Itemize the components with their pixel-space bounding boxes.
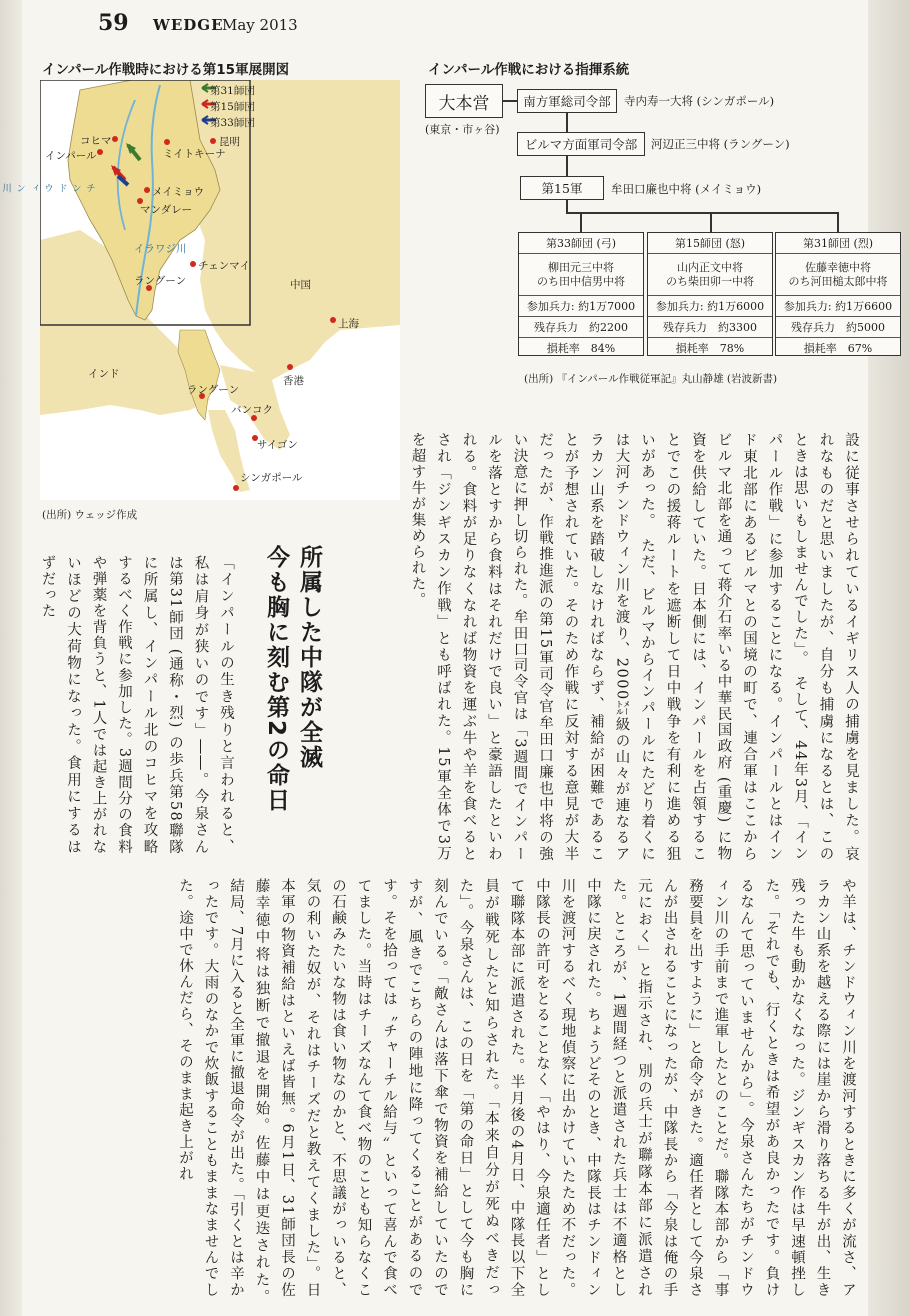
- division-name: 第15師団 (怒): [648, 233, 772, 254]
- army15-box: 第15軍: [520, 176, 604, 200]
- label-kunming: 昆明: [219, 136, 240, 148]
- hq-box: 大本営: [425, 84, 503, 118]
- army15-commander: 牟田口廉也中将 (メイミョウ): [611, 182, 762, 196]
- label-rangoon: ラングーン: [187, 384, 240, 396]
- division-troops: 参加兵力: 約1万6000: [648, 296, 772, 317]
- division-remaining: 残存兵力 約3300: [648, 317, 772, 338]
- label-saigon: サイゴン: [257, 439, 298, 451]
- map-source: (出所) ウェッジ作成: [42, 509, 138, 521]
- burma-commander: 河辺正三中将 (ラングーン): [651, 137, 790, 151]
- label-shanghai: 上海: [338, 318, 359, 330]
- division-commander: 佐藤幸徳中将: [805, 260, 871, 274]
- map-legend-labels: [210, 83, 255, 131]
- org-source: (出所) 『インパール作戦従軍記』丸山静雄 (岩波新書): [524, 373, 778, 385]
- label-myitkyina: ミイトキーナ: [163, 148, 226, 160]
- division-loss-rate: 損耗率 84%: [546, 342, 616, 355]
- division-loss-rate: 損耗率 78%: [675, 342, 745, 355]
- division-commander-later: のち河田槌太郎中将: [788, 274, 888, 288]
- division-name: 第33師団 (弓): [519, 233, 643, 254]
- southern-army-box: 南方軍総司令部: [517, 89, 617, 113]
- division-name: 第31師団 (烈): [776, 233, 900, 254]
- division-loss-rate: 損耗率 67%: [803, 342, 873, 355]
- issue-date: May 2013: [222, 16, 298, 34]
- southern-commander: 寺内寿一大将 (シンガポール): [624, 94, 775, 108]
- label-singapore: シンガポール: [240, 472, 303, 484]
- org-title: インパール作戦における指揮系統: [428, 62, 630, 78]
- label-mandalay: マンダレー: [140, 204, 193, 216]
- label-chiangmai: チェンマイ: [198, 260, 250, 272]
- division-commander-later: のち柴田卯一中将: [666, 274, 754, 288]
- division-troops: 参加兵力: 約1万7000: [519, 296, 643, 317]
- division-33-box: [518, 232, 644, 356]
- label-rangoon-inset: ラングーン: [134, 275, 187, 287]
- division-remaining: 残存兵力 約2200: [519, 317, 643, 338]
- label-chindwin: チンドウィン川: [0, 183, 95, 193]
- map-title: インパール作戦時における第15軍展開図: [42, 62, 290, 78]
- label-imphal: インパール: [45, 150, 97, 162]
- division-commander: 柳田元三中将: [548, 260, 614, 274]
- legend-label-15: 第15師団: [210, 101, 255, 113]
- label-meiktila: メイミョウ: [152, 186, 205, 198]
- burma-area-army-box: ビルマ方面軍司令部: [517, 132, 645, 156]
- section-heading: 所属した中隊が全滅 今も胸に刻む第2の命日: [263, 545, 322, 814]
- division-31-box: [775, 232, 901, 356]
- hq-location: (東京・市ヶ谷): [425, 123, 500, 136]
- division-15-box: [647, 232, 773, 356]
- legend-label-33: 第33師団: [210, 117, 255, 129]
- article-body-bottom: や羊は、チンドウィン川を渡河するときに多くが流さ、アラカン山系を越える際には崖から滑り落ちる牛が出、生き残った牛も動かなくなった。ジンギスカン作は早速頓挫した。「それでも、行くときは希望があ良かったです。負けるなんて思っていませんから」。今泉さんたちがチンドウィン川の手前まで進軍したとのことだ。聯隊本部から「事務要員を出すように」と命令がきた。適任者として今泉さんが出されることになったが、中隊長から「今泉は俺の手元におく」と指示され、別の兵士が聯隊本部に派遣された。ところが、1週間経つと派遣された兵士は不適格とし中隊に戻された。ちょうどそのとき、中隊長はチンドィン川を渡河するべく現地偵察に出かけていたため不だった。中隊長の許可をとることなく「やはり、今泉適任者」として聯隊本部に派遣された。半月後の4月日、中隊長以下全員が戦死したと知らされた。「本来自分が死ぬべきだった」。今泉さんは、この日を「第の命日」として今も胸に刻んでいる。「敵さんは落下傘で物資を補給していたのですが、風きでこちらの陣地に降ってくることがあるのです。そを拾っては〝チャーチル給与〟といって喜んで食べてました。当時はチーズなんて食べ物のことも知らなくこの石鹸みたいな物は食い物なのかと、不思議がっいると、気の利いた奴が、それはチーズだと教えてくました」。日本軍の物資補給はといえば皆無。6月1日、31師団長の佐藤幸徳中将は独断で撤退を開始。佐藤中は更迭された。 結局、7月に入ると全軍に撤退命令が出た。「引くとは辛かったです。大雨のなかで炊飯することもままなませんでした。途中で休んだら、そのまま起き上がれ: [177, 878, 856, 1314]
- label-india: インド: [88, 368, 120, 380]
- page-edge-right: [868, 0, 910, 1316]
- division-commander-later: のち田中信男中将: [537, 274, 625, 288]
- page-gutter-left: [0, 0, 22, 1316]
- label-bangkok: バンコク: [231, 404, 273, 416]
- magazine-name: WEDGE: [153, 16, 224, 34]
- legend-label-31: 第31師団: [210, 85, 255, 97]
- label-hongkong: 香港: [283, 375, 304, 387]
- page-number: 59: [98, 10, 129, 36]
- division-commander: 山内正文中将: [677, 260, 743, 274]
- article-body-middle: 「インパールの生き残りと言われると、私は肩身が狭いのです」――。今泉さんは第31師団 (通称・烈) の歩兵第58聯隊に所属し、インパール北のコヒマを攻略するべく作戦に参加した。3週間分の食料や弾薬を背負うと、1人では起き上がれないほどの大荷物になった。食用にするはずだった: [39, 555, 234, 855]
- article-body-top: 設に従事させられているイギリス人の捕虜を見ました。哀れなものだと思いましたが、自分も捕虜になるとは、このときは思いもしませんでした」。 そして、44年3月、「インパール作戦」に参加することになる。インパールとはインド東北部にあるビルマとの国境の町で、連合軍はここからビルマ北部を通って蒋介石率いる中華民国政府 (重慶) に物資を供給していた。日本側には、インパールを占領することでこの援蒋ルートを遮断して日中戦争を有利に進める狙いがあった。 ただ、ビルマからインパールにたどり着くには大河チンドウィン川を渡り、2000㍍級の山々が連なるアラカン山系を踏破しなければならず、補給が困難であることが予想されていた。そのため作戦に反対する意見が大半だったが、作戦推進派の第15軍司令官牟田口廉也中将の強い決意に押し切られた。牟田口司令官は「3週間でインパールを落とすから食料はそれだけで良い」と豪語したといわれる。食料が足りなくなれば物資を運ぶ牛や羊を食べるとされ「ジンギスカン作戦」とも呼ばれた。15軍全体で3万を超す牛が集められた。: [409, 432, 859, 862]
- label-kohima: コヒマ: [80, 135, 112, 147]
- label-china: 中国: [290, 279, 311, 291]
- label-irrawaddy: イラワジ川: [134, 243, 187, 255]
- division-troops: 参加兵力: 約1万6600: [776, 296, 900, 317]
- division-remaining: 残存兵力 約5000: [776, 317, 900, 338]
